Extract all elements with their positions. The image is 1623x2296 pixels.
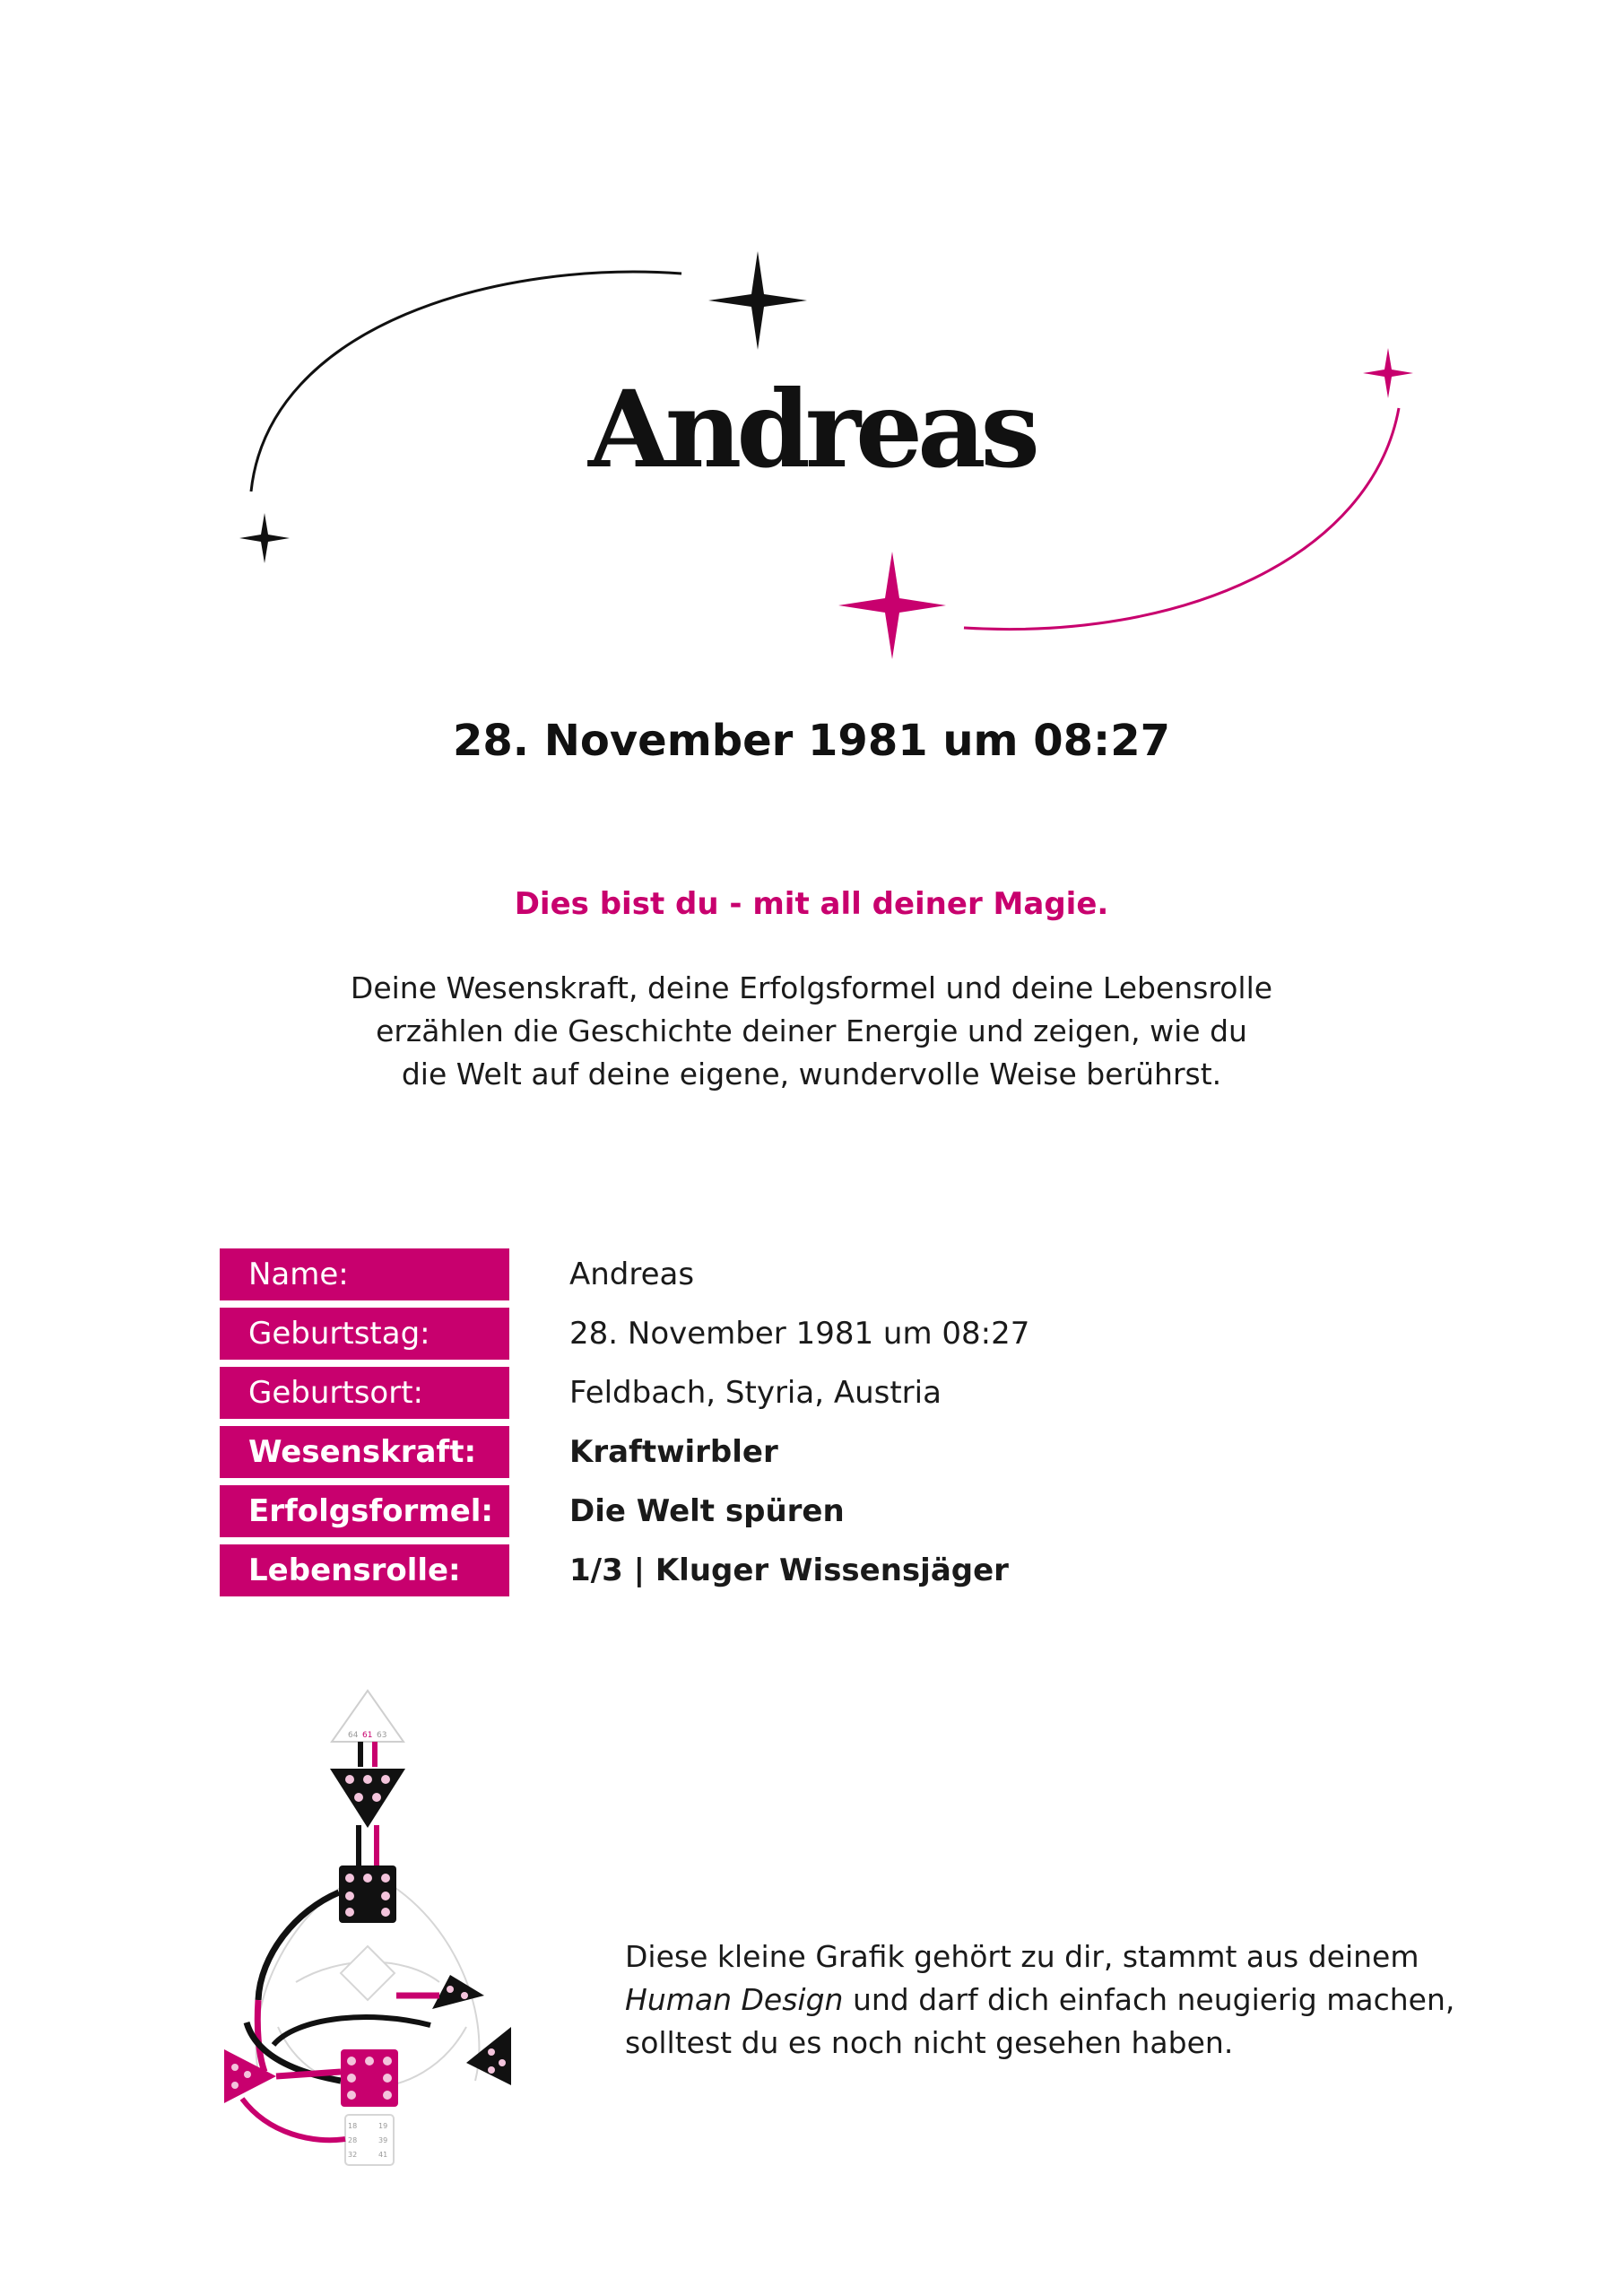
info-value: 1/3 | Kluger Wissensjäger [569, 1552, 1009, 1588]
gate-dot [365, 2057, 374, 2066]
gate-dot [383, 2074, 392, 2083]
graphic-text-line: solltest du es noch nicht gesehen haben. [625, 2025, 1234, 2060]
graphic-text-line: Diese kleine Grafik gehört zu dir, stammt aus deinem [625, 1939, 1419, 1974]
head-gate-number: 64 [348, 1731, 359, 1740]
gate-dot [244, 2071, 251, 2078]
intro-line: die Welt auf deine eigene, wundervolle Weise berührst. [401, 1057, 1222, 1091]
sparkle-star-icon [708, 251, 807, 350]
info-row-birthplace [220, 1367, 1385, 1426]
graphic-text-line [625, 1979, 1486, 2022]
graphic-text-fragment: und darf dich einfach neugierig machen, [843, 1982, 1455, 2017]
g-center [341, 1946, 395, 2000]
info-label: Name: [220, 1248, 509, 1300]
birth-date-heading: 28. November 1981 um 08:27 [452, 716, 1171, 766]
tagline: Dies bist du - mit all deiner Magie. [514, 886, 1109, 922]
info-row-strategy [220, 1485, 1385, 1544]
gate-dot [347, 2074, 356, 2083]
info-value: Andreas [569, 1257, 695, 1292]
gate-dot [363, 1775, 372, 1784]
info-label: Lebensrolle: [220, 1544, 509, 1596]
gate-dot [345, 1908, 354, 1917]
info-row-profile [220, 1544, 1385, 1604]
info-label: Erfolgsformel: [220, 1485, 509, 1537]
gate-dot [347, 2091, 356, 2100]
root-gate-number: 19 [378, 2122, 388, 2130]
info-value: 28. November 1981 um 08:27 [569, 1316, 1030, 1352]
info-label: Geburtsort: [220, 1367, 509, 1419]
human-design-bodygraph [206, 1686, 529, 2170]
root-gate-number: 32 [348, 2151, 358, 2159]
sparkle-star-icon [239, 513, 290, 563]
head-gate-number: 61 [362, 1731, 373, 1740]
gate-dot [381, 1908, 390, 1917]
info-label: Geburtstag: [220, 1308, 509, 1360]
info-value: Kraftwirbler [569, 1434, 778, 1470]
person-name-title: Andreas [588, 367, 1035, 491]
gate-dot [345, 1892, 354, 1900]
intro-paragraph [341, 967, 1282, 1096]
gate-dot [347, 2057, 356, 2066]
intro-line: Deine Wesenskraft, deine Erfolgsformel und deine Lebensrolle [350, 970, 1273, 1005]
root-gate-number: 39 [378, 2136, 388, 2144]
channel-line [242, 2099, 345, 2140]
info-row-type [220, 1426, 1385, 1485]
channel-line [257, 2000, 265, 2072]
decorative-stars [0, 0, 1623, 682]
gate-dot [381, 1775, 390, 1784]
sparkle-star-icon [838, 552, 946, 659]
info-value: Feldbach, Styria, Austria [569, 1375, 942, 1411]
profile-info-table [220, 1248, 1385, 1604]
root-gate-number: 41 [378, 2151, 388, 2159]
graphic-description [625, 1935, 1486, 2065]
info-label: Wesenskraft: [220, 1426, 509, 1478]
channel-line [258, 1892, 339, 2000]
gate-dot [488, 2048, 495, 2056]
gate-dot [488, 2066, 495, 2074]
head-gate-number: 63 [377, 1731, 387, 1740]
gate-dot [383, 2091, 392, 2100]
gate-dot [381, 1892, 390, 1900]
gate-dot [345, 1874, 354, 1883]
gate-dot [381, 1874, 390, 1883]
gate-dot [499, 2059, 506, 2066]
gate-dot [461, 1992, 468, 1999]
info-row-birthday [220, 1308, 1385, 1367]
gate-dot [354, 1793, 363, 1802]
root-gate-number: 28 [348, 2136, 358, 2144]
info-row-name [220, 1248, 1385, 1308]
channel-line [273, 2017, 430, 2045]
gate-dot [447, 1986, 454, 1993]
gate-dot [372, 1793, 381, 1802]
gate-dot [363, 1874, 372, 1883]
info-value: Die Welt spüren [569, 1493, 845, 1529]
solar-plexus-center [466, 2027, 511, 2085]
ego-center [432, 1975, 484, 2009]
root-gate-number: 18 [348, 2122, 358, 2130]
gate-dot [345, 1775, 354, 1784]
gate-dot [231, 2082, 239, 2089]
intro-line: erzählen die Geschichte deiner Energie und zeigen, wie du [376, 1013, 1247, 1048]
channel-line [276, 2072, 341, 2076]
gate-dot [383, 2057, 392, 2066]
human-design-term: Human Design [625, 1982, 844, 2017]
gate-dot [231, 2064, 239, 2071]
